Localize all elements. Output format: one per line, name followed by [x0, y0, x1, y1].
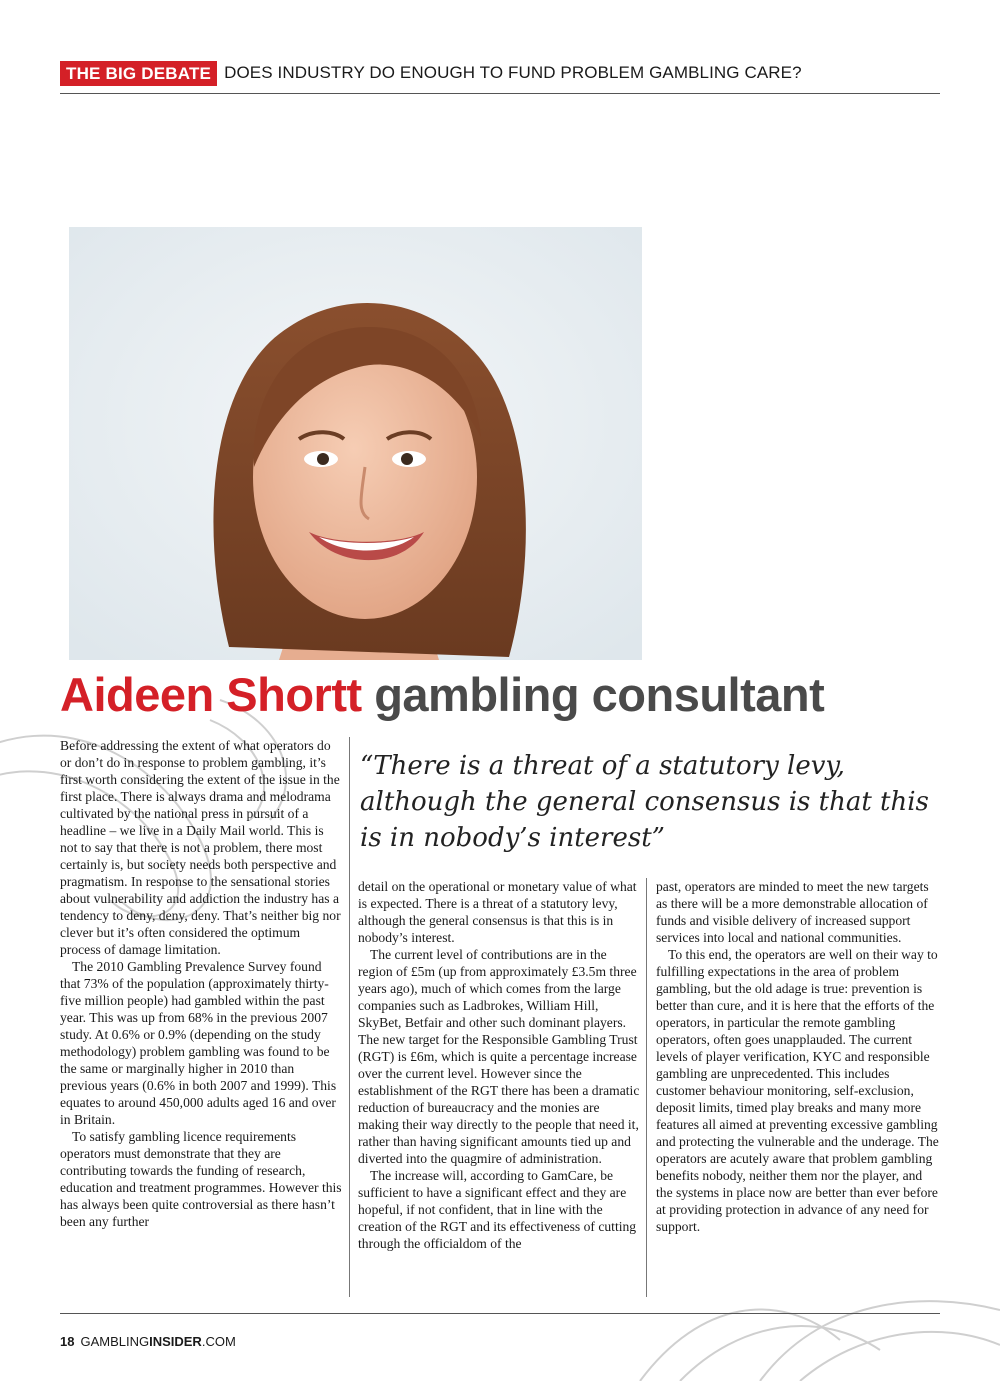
paragraph: The increase will, according to GamCare, be sufficient to have a significant effect and they are hopeful, if not confident, that in line with the creation of the RGT and its effectiveness of cutting through the officialdom of the: [358, 1168, 637, 1251]
article-headline: [60, 665, 940, 725]
portrait-photo: [69, 227, 642, 660]
column-divider: [646, 878, 647, 1297]
section-header: [60, 60, 940, 86]
column-divider: [349, 737, 350, 1297]
paragraph: The 2010 Gambling Prevalence Survey found that 73% of the population (approximately thirty-five million people) had gambled within the past year. This was up from 68% in the previous 2007 study. At 0.6% or 0.9% (depending on the study methodology) problem gambling was found to be the same or marginally higher in 2010 than previous years (0.6% in both 2007 and 1999). This equates to around 450,000 adults aged 16 and over in Britain.: [60, 959, 337, 1127]
paragraph: To this end, the operators are well on their way to fulfilling expectations in the area of problem gambling, but the old adage is true: prevention is better than cure, and it is here that the efforts of the operators, in particular the remote gambling operators, often goes unapplauded. The current levels of player verification, KYC and responsible gambling are unprecedented. This includes customer behaviour monitoring, self-exclusion, deposit limits, timed play breaks and many more features all aimed at preventing excessive gambling and protecting the vulnerable and the underage. The operators are acutely aware that problem gambling benefits nobody, neither them nor the player, and the systems in place now are better than ever before at providing protection in advance of any need for support.: [656, 947, 939, 1234]
pull-quote: “There is a threat of a statutory levy, although the general consensus is that this is in nobody’s interest”: [360, 751, 929, 853]
paragraph: The current level of contributions are in the region of £5m (up from approximately £3.5m three years ago), much of which comes from the large companies such as Ladbrokes, William Hill, SkyBet, Betfair and other such dominant players. The new target for the Responsible Gambling Trust (RGT) is £6m, which is quite a percentage increase over the current level. However since the establishment of the RGT there has been a dramatic reduction of bureaucracy and the monies are making their way directly to the people that need it, rather than having significant amounts tied up and diverted into the quagmire of administration.: [358, 947, 640, 1166]
site-name-suffix: .COM: [201, 1334, 236, 1349]
paragraph: detail on the operational or monetary value of what is expected. There is a threat of a statutory levy, although the general consensus is that this is in nobody’s interest.: [358, 879, 637, 945]
site-name-bold: INSIDER: [149, 1334, 202, 1349]
section-title: DOES INDUSTRY DO ENOUGH TO FUND PROBLEM GAMBLING CARE?: [224, 63, 802, 82]
article-column-3: [656, 878, 940, 1235]
header-divider: [60, 93, 940, 94]
article-column-1: [60, 737, 344, 1230]
site-name-prefix: GAMBLING: [80, 1334, 150, 1349]
paragraph: past, operators are minded to meet the new targets as there will be a more demonstrable allocation of funds and visible delivery of increased support services into local and national communities.: [656, 879, 929, 945]
article-column-2: [358, 878, 640, 1252]
author-role: gambling consultant: [374, 668, 825, 721]
author-name: Aideen Shortt: [60, 668, 362, 721]
page-footer: [60, 1334, 236, 1349]
page-number: 18: [60, 1334, 75, 1349]
footer-divider: [60, 1313, 940, 1314]
paragraph: Before addressing the extent of what operators do or don’t do in response to problem gambling, it’s first worth considering the extent of the issue in the first place. There is always drama and melodrama cultivated by the national press in pursuit of a headline – we live in a Daily Mail world. This is not to say that there is not a problem, there most certainly is, but society needs both perspective and pragmatism. In response to the sensational stories about vulnerability and addiction the industry has a tendency to deny, deny, deny. That’s neither big nor clever but it’s often considered the optimum process of damage limitation.: [60, 738, 341, 957]
paragraph: To satisfy gambling licence requirements operators must demonstrate that they are contributing towards the funding of research, education and treatment programmes. However this has always been quite controversial as there hasn’t been any further: [60, 1129, 342, 1229]
section-badge: THE BIG DEBATE: [60, 61, 217, 86]
